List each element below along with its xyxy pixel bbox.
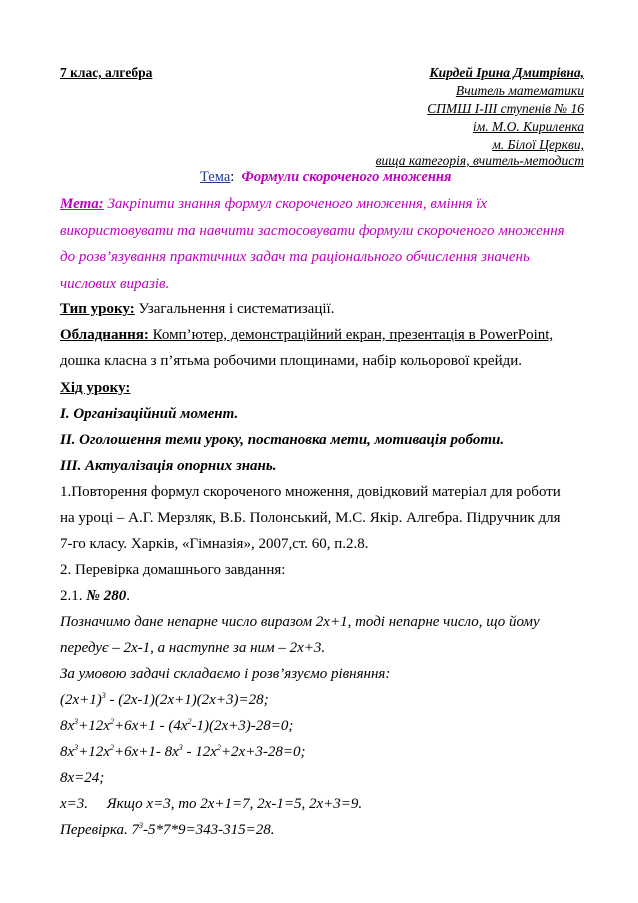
goal-line-1 — [60, 195, 487, 213]
teacher-category: вища категорія, вчитель-методист — [375, 153, 584, 168]
topic-title: Формули скороченого множення — [241, 169, 452, 185]
eq3-exponent: 3 — [74, 743, 79, 752]
eq2-part: -1)(2x+3)-28=0; — [191, 718, 294, 734]
school-line-1: СПМШ І-ІІІ ступенів № 16 — [427, 101, 584, 116]
eq2-part: +6x+1 - (4x — [113, 718, 188, 734]
section-3: ІІІ. Актуалізація опорних знань. — [60, 458, 277, 474]
eq3-part: 8x — [60, 744, 75, 760]
task-line — [60, 587, 130, 605]
eq3-part: - 12x — [182, 744, 217, 760]
eq1-part: (2x+1) — [60, 692, 102, 708]
solution-line-2: передує – 2x-1, а наступне за ним – 2x+3. — [60, 640, 326, 656]
topic-colon: : — [230, 169, 235, 185]
course-label: Хід уроку: — [60, 380, 131, 396]
goal-line-4: числових виразів. — [60, 276, 170, 292]
equation-5: x=3. Якщо x=3, то 2x+1=7, 2x-1=5, 2x+3=9. — [60, 796, 363, 812]
eq3-exponent: 2 — [109, 743, 114, 752]
equation-4: 8x=24; — [60, 770, 105, 786]
goal-line-3: до розв’язування практичних задач та раціонального обчислення значень — [60, 249, 530, 265]
eq3-part: +6x+1- 8x — [113, 744, 179, 760]
goal-text-1: Закріпити знання формул скороченого множення, вміння їх — [103, 196, 488, 212]
equation-1 — [60, 691, 269, 709]
eq3-exponent: 3 — [178, 743, 183, 752]
equipment-line-1 — [60, 326, 553, 344]
task-prefix: 2.1. — [60, 588, 87, 604]
eq1-part: - (2x-1)(2x+1)(2x+3)=28; — [105, 692, 269, 708]
eq2-exponent: 2 — [187, 717, 192, 726]
school-line-3: м. Білої Церкви, — [492, 137, 584, 152]
repeat-line-2: на уроці – А.Г. Мерзляк, В.Б. Полонський, М.С. Якір. Алгебра. Підручник для — [60, 510, 561, 526]
eq2-part: 8x — [60, 718, 75, 734]
author-name: Кирдей Ірина Дмитрівна, — [429, 65, 584, 80]
repeat-line-3: 7-го класу. Харків, «Гімназія», 2007,ст. 60, п.2.8. — [60, 536, 369, 552]
equation-3 — [60, 743, 305, 761]
eq2-part: +12x — [78, 718, 110, 734]
repeat-line-1: 1.Повторення формул скороченого множення, довідковий матеріал для роботи — [60, 484, 561, 500]
solution-line-3: За умовою задачі складаємо і розв’язуємо рівняння: — [60, 666, 391, 682]
check-exponent: 3 — [138, 821, 143, 830]
solution-line-1: Позначимо дане непарне число виразом 2x+1, тоді непарне число, що йому — [60, 614, 540, 630]
goal-label: Мета: — [60, 196, 104, 212]
topic-line — [200, 168, 451, 186]
author-role: Вчитель математики — [455, 83, 584, 98]
section-2: ІІ. Оголошення теми уроку, постановка мети, мотивація роботи. — [60, 432, 505, 448]
homework-check: 2. Перевірка домашнього завдання: — [60, 562, 286, 578]
equipment-line-2: дошка класна з п’ятьма робочими площинами, набір кольорової крейди. — [60, 353, 523, 369]
task-number: № 280 — [86, 588, 127, 604]
lesson-type — [60, 300, 334, 318]
eq3-part: +12x — [78, 744, 110, 760]
equipment-label: Обладнання: — [60, 327, 149, 343]
check-part: Перевірка. 7 — [60, 822, 139, 838]
eq2-exponent: 2 — [109, 717, 114, 726]
eq3-part: +2x+3-28=0; — [220, 744, 306, 760]
topic-label: Тема — [200, 169, 231, 185]
check-part: -5*7*9=343-315=28. — [142, 822, 275, 838]
eq2-exponent: 3 — [74, 717, 79, 726]
school-line-2: ім. М.О. Кириленка — [472, 119, 584, 134]
equation-2 — [60, 717, 293, 735]
section-1: І. Організаційний момент. — [60, 406, 239, 422]
task-suffix: . — [126, 588, 130, 604]
goal-line-2: використовувати та навчити застосовувати формули скороченого множення — [60, 223, 565, 239]
class-subject: 7 клас, алгебра — [60, 65, 153, 80]
eq1-exponent: 3 — [101, 691, 106, 700]
lesson-type-label: Тип уроку: — [60, 301, 135, 317]
eq3-exponent: 2 — [216, 743, 221, 752]
check-line — [60, 821, 274, 839]
equipment-value-1: Комп’ютер, демонстраційний екран, презентація в PowerPoint, — [148, 327, 554, 343]
lesson-type-value: Узагальнення і систематизації. — [134, 301, 335, 317]
